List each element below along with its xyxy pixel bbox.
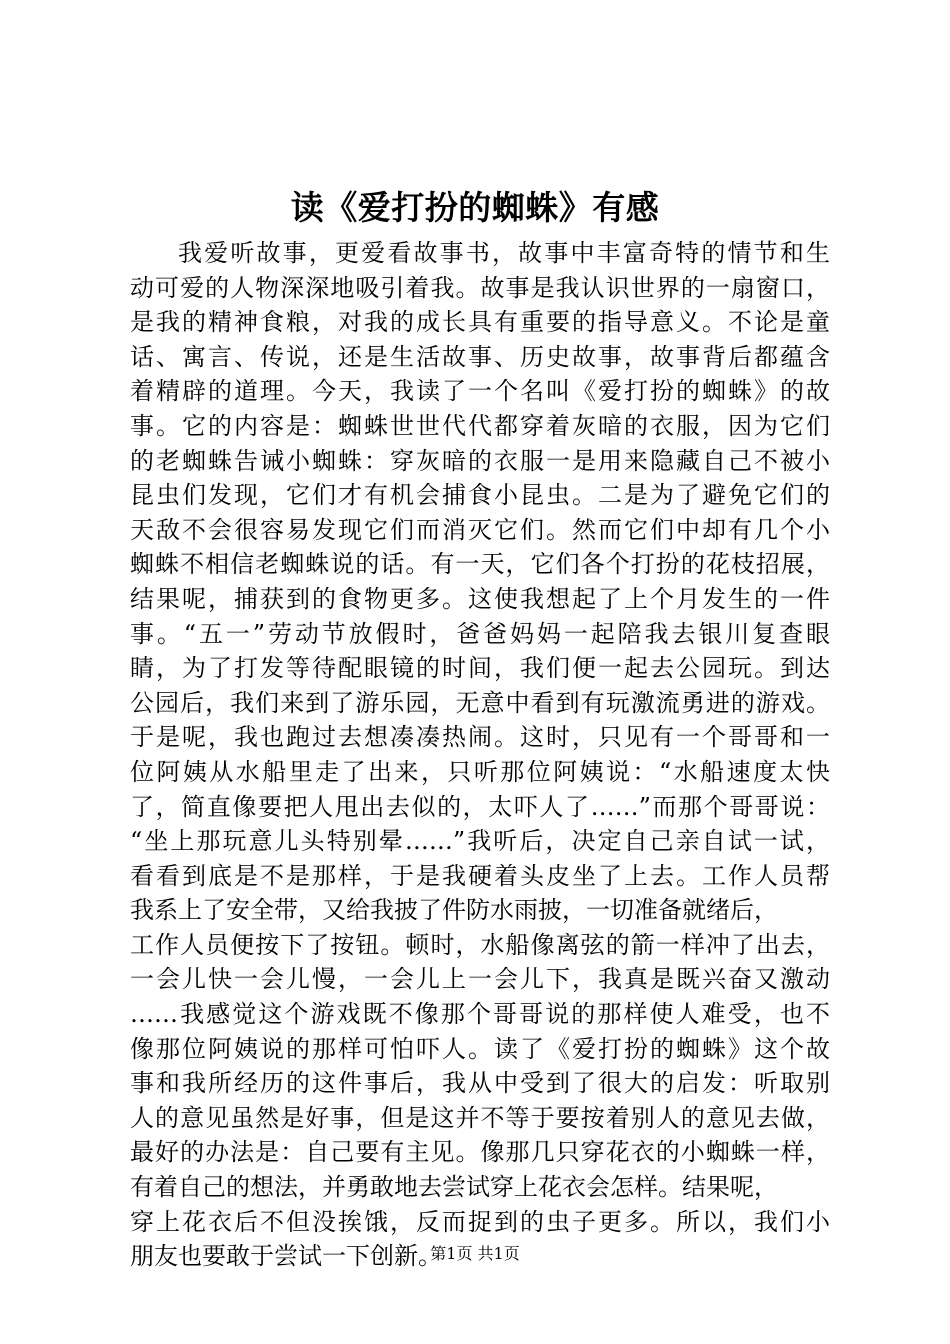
body-line: 穿上花衣后不但没挨饿，反而捉到的虫子更多。所以，我们小 — [130, 1207, 830, 1236]
body-line: 我爱听故事，更爱看故事书，故事中丰富奇特的情节和生 — [178, 239, 830, 267]
body-line: 位阿姨从水船里走了出来，只听那位阿姨说：“水船速度太快 — [130, 757, 830, 786]
body-line: 着精辟的道理。今天，我读了一个名叫《爱打扮的蜘蛛》的故 — [130, 377, 830, 406]
body-line: 天敌不会很容易发现它们而消灭它们。然而它们中却有几个小 — [130, 515, 830, 544]
body-line: ……我感觉这个游戏既不像那个哥哥说的那样使人难受，也不 — [130, 1000, 830, 1029]
body-line: 像那位阿姨说的那样可怕吓人。读了《爱打扮的蜘蛛》这个故 — [130, 1034, 830, 1063]
body-line: 有着自己的想法，并勇敢地去尝试穿上花衣会怎样。结果呢， — [130, 1173, 778, 1202]
document-title: 读《爱打扮的蜘蛛》有感 — [290, 188, 660, 227]
body-line: 是我的精神食粮，对我的成长具有重要的指导意义。不论是童 — [130, 308, 830, 337]
body-line: 蜘蛛不相信老蜘蛛说的话。有一天，它们各个打扮的花枝招展， — [130, 550, 830, 579]
body-line: 睛，为了打发等待配眼镜的时间，我们便一起去公园玩。到达 — [130, 654, 830, 683]
page-footer: 第1页 共1页 — [430, 1244, 520, 1263]
body-line: 话、寓言、传说，还是生活故事、历史故事，故事背后都蕴含 — [130, 342, 830, 371]
essay-body — [130, 236, 830, 1274]
body-line: 最好的办法是：自己要有主见。像那几只穿花衣的小蜘蛛一样， — [130, 1138, 830, 1167]
body-line: 工作人员便按下了按钮。顿时，水船像离弦的箭一样冲了出去， — [130, 930, 830, 959]
body-line: 的老蜘蛛告诫小蜘蛛：穿灰暗的衣服一是用来隐藏自己不被小 — [130, 446, 830, 475]
body-line: 人的意见虽然是好事，但是这并不等于要按着别人的意见去做， — [130, 1103, 830, 1132]
body-line: 昆虫们发现，它们才有机会捕食小昆虫。二是为了避免它们的 — [130, 481, 830, 510]
body-line: 一会儿快一会儿慢，一会儿上一会儿下，我真是既兴奋又激动 — [130, 965, 830, 994]
body-line: 公园后，我们来到了游乐园，无意中看到有玩激流勇进的游戏。 — [130, 688, 830, 717]
body-line: 看看到底是不是那样，于是我硬着头皮坐了上去。工作人员帮 — [130, 861, 830, 890]
body-line: 动可爱的人物深深地吸引着我。故事是我认识世界的一扇窗口， — [130, 273, 830, 302]
body-line: 结果呢，捕获到的食物更多。这使我想起了上个月发生的一件 — [130, 584, 830, 613]
body-line: 事。“五一”劳动节放假时，爸爸妈妈一起陪我去银川复查眼 — [130, 619, 830, 648]
body-line: 朋友也要敢于尝试一下创新。 — [130, 1242, 442, 1271]
body-line: 于是呢，我也跑过去想凑凑热闹。这时，只见有一个哥哥和一 — [130, 723, 830, 752]
body-line: “坐上那玩意儿头特别晕……”我听后，决定自己亲自试一试， — [130, 827, 830, 856]
body-line: 我系上了安全带，又给我披了件防水雨披，一切准备就绪后， — [130, 896, 778, 925]
body-line: 了，简直像要把人甩出去似的，太吓人了……”而那个哥哥说： — [130, 792, 830, 821]
body-line: 事和我所经历的这件事后，我从中受到了很大的启发：听取别 — [130, 1069, 830, 1098]
body-line: 事。它的内容是：蜘蛛世世代代都穿着灰暗的衣服，因为它们 — [130, 411, 830, 440]
